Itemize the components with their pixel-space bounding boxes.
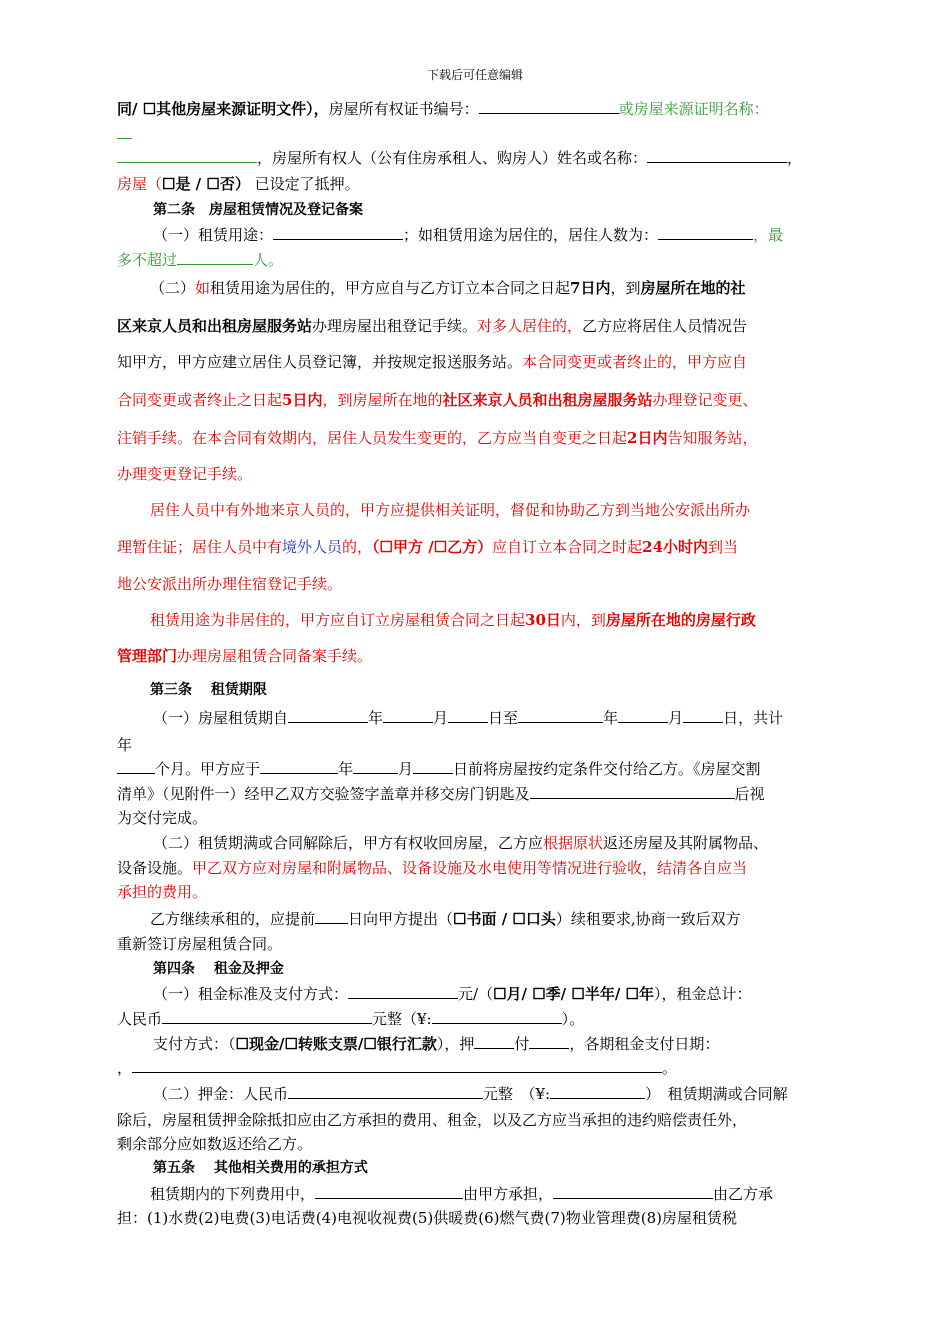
blank (448, 708, 488, 723)
text: 房屋所在地的社 (640, 279, 746, 297)
blank (288, 1084, 483, 1099)
text: 房屋（ (117, 175, 163, 193)
text: 5日内 (282, 391, 323, 409)
text: 年 (338, 760, 354, 778)
text: 理暂住证；居住人员中有 (117, 538, 283, 556)
blank (117, 148, 257, 163)
blank (618, 708, 668, 723)
text: ；如租赁用途为居住的，居住人数为： (403, 226, 659, 244)
text: 管理部门 (117, 647, 178, 665)
article-3-heading: 第三条 租赁期限 (150, 682, 267, 698)
line-30 (153, 984, 752, 1004)
line-12: 办理变更登记手续。 (117, 465, 253, 483)
line-5 (153, 225, 783, 245)
blank (529, 1034, 569, 1049)
blank (162, 1009, 372, 1024)
text: ， (117, 1059, 133, 1077)
text: 乙方继续承租的，应提前 (150, 910, 316, 928)
line-36: 剩余部分应如数返还给乙方。 (117, 1135, 313, 1153)
line-9 (117, 352, 747, 372)
line-7 (150, 278, 746, 298)
text: 30日 (525, 611, 561, 629)
line-16 (150, 610, 756, 630)
text: 房屋所有权证书编号： (328, 100, 479, 118)
line-23: 为交付完成。 (117, 809, 208, 827)
text: ）。 (561, 1010, 585, 1028)
text: 日向甲方提出（ (348, 910, 454, 928)
line-13: 居住人员中有外地来京人员的，甲方应提供相关证明，督促和协助乙方到当地公安派出所办 (150, 501, 751, 519)
text: 办理房屋出租登记手续。 (312, 317, 478, 335)
text: 清单》（见附件一）经甲乙双方交验签字盖章并移交房门钥匙及 (117, 785, 530, 803)
text: 支付方式：（ (153, 1035, 236, 1053)
blank (177, 250, 253, 265)
line-33 (117, 1058, 677, 1078)
blank (550, 1084, 645, 1099)
line-35: 除后，房屋租赁押金除抵扣应由乙方承担的费用、租金，以及乙方应当承担的违约赔偿责任外， (117, 1111, 748, 1129)
text: 到当 (708, 538, 739, 556)
text: 月 (668, 709, 684, 727)
text: 同/ ☐其他房屋来源证明文件）， (117, 100, 329, 118)
text: 社区来京人员和出租房屋服务站 (442, 391, 653, 409)
line-25 (117, 858, 747, 878)
text: ☐书面 / ☐口头 (453, 910, 556, 928)
blank (683, 708, 723, 723)
article-5-heading: 第五条 其他相关费用的承担方式 (153, 1160, 368, 1176)
blank (479, 99, 619, 114)
text: 内，到 (560, 611, 606, 629)
text: （一）租赁用途： (153, 226, 274, 244)
line-26: 承担的费用。 (117, 883, 208, 901)
blank (518, 708, 603, 723)
text: 个月。甲方应于 (155, 760, 261, 778)
text: 元整（¥: (372, 1010, 432, 1028)
line-38 (150, 1184, 773, 1204)
text: 办理登记变更、 (652, 391, 758, 409)
text: （二）租赁期满或合同解除后，甲方有权收回房屋，乙方应 (153, 834, 544, 852)
blank (413, 759, 453, 774)
text: 知甲方，甲方应建立居住人员登记簿，并按规定报送服务站。 (117, 353, 523, 371)
text: ），租金总计： (653, 985, 752, 1003)
blank (658, 225, 753, 240)
text: 日前将房屋按约定条件交付给乙方。《房屋交割 (453, 760, 761, 778)
blank (273, 225, 403, 240)
blank (553, 1184, 713, 1199)
line-14 (117, 537, 738, 557)
text: 后视 (734, 785, 765, 803)
text: 根据原状 (543, 834, 604, 852)
blank (260, 759, 338, 774)
text: 如 (195, 279, 211, 297)
blank (117, 124, 132, 139)
text: ， (787, 149, 803, 167)
text: ☐月/ ☐季/ ☐半年/ ☐年 (493, 985, 654, 1003)
line-1b (117, 124, 132, 144)
blank (288, 708, 368, 723)
text: ），押 (436, 1035, 475, 1053)
text: （二）押金：人民币 (153, 1085, 289, 1103)
text: 注销手续。在本合同有效期内，居住人员发生变更的，乙方应当自变更之日起 (117, 429, 628, 447)
text: 告知服务站， (667, 429, 758, 447)
blank (353, 759, 398, 774)
text: 的， (342, 538, 373, 556)
text: 甲乙双方应对房屋和附属物品、设备设施及水电使用等情况进行验收，结清各自应当 (192, 859, 748, 877)
text: ，各期租金支付日期： (569, 1035, 720, 1053)
text: 7日内 (570, 279, 611, 297)
line-20: 年 (117, 736, 133, 754)
line-31 (117, 1009, 584, 1029)
text: 租赁用途为非居住的，甲方应自订立房屋租赁合同之日起 (150, 611, 526, 629)
text: 日，共计 (723, 709, 784, 727)
text: ，最 (753, 226, 784, 244)
text: 人民币 (117, 1010, 163, 1028)
line-28: 重新签订房屋租赁合同。 (117, 935, 283, 953)
line-22 (117, 784, 765, 804)
text: 人。 (253, 251, 284, 269)
line-34 (153, 1084, 788, 1104)
text: 付 (514, 1035, 530, 1053)
article-4-heading: 第四条 租金及押金 (153, 961, 284, 977)
text: ☐现金/☐转账支票/☐银行汇款 (235, 1035, 437, 1053)
text: 租赁用途为居住的，甲方应自与乙方订立本合同之日起 (210, 279, 571, 297)
text: （二） (150, 279, 196, 297)
text: 24小时内 (642, 538, 709, 556)
blank (474, 1034, 514, 1049)
blank (383, 708, 433, 723)
line-15: 地公安派出所办理住宿登记手续。 (117, 575, 343, 593)
blank (117, 759, 155, 774)
line-21 (117, 759, 761, 779)
text: 合同变更或者终止之日起 (117, 391, 283, 409)
blank (315, 909, 348, 924)
line-19 (153, 708, 783, 728)
text: 。 (662, 1059, 678, 1077)
text: 由乙方承 (713, 1185, 774, 1203)
text: ，到 (610, 279, 641, 297)
text: 设备设施。 (117, 859, 193, 877)
line-24 (153, 833, 768, 853)
text: 已设定了抵押。 (249, 175, 360, 193)
text: 乙方应将居住人员情况告 (582, 317, 748, 335)
blank (315, 1184, 463, 1199)
text: 境外人员 (282, 538, 343, 556)
blank (348, 984, 458, 999)
text: 对多人居住的， (477, 317, 583, 335)
text: 2日内 (627, 429, 668, 447)
text: 日至 (488, 709, 519, 727)
line-1 (117, 99, 769, 119)
text: ，房屋所有权人（公有住房承租人、购房人）姓名或名称： (257, 149, 648, 167)
blank (530, 784, 735, 799)
text: 由甲方承担， (463, 1185, 554, 1203)
article-2-heading: 第二条 房屋租赁情况及登记备案 (153, 202, 363, 218)
blank (647, 148, 787, 163)
line-39: 担：(1)水费(2)电费(3)电话费(4)电视收视费(5)供暖费(6)燃气费(7)物业管理费(8)房屋租赁税 (117, 1209, 737, 1227)
text: 元/（ (458, 985, 494, 1003)
blank (432, 1009, 562, 1024)
line-17 (117, 646, 372, 666)
text: （一）租金标准及支付方式： (153, 985, 349, 1003)
page-header: 下载后可任意编辑 (426, 68, 523, 82)
text: 月 (433, 709, 449, 727)
line-11 (117, 428, 757, 448)
text: 多不超过 (117, 251, 178, 269)
text: ） 租赁期满或合同解 (645, 1085, 788, 1103)
text: 区来京人员和出租房屋服务站 (117, 317, 313, 335)
line-3 (117, 174, 360, 194)
line-6 (117, 250, 283, 270)
text: 年 (368, 709, 384, 727)
blank (132, 1058, 662, 1073)
line-2 (117, 148, 802, 168)
text: 租赁期内的下列费用中， (150, 1185, 316, 1203)
text: 年 (603, 709, 619, 727)
text: 返还房屋及其附属物品、 (603, 834, 769, 852)
text: ，到房屋所在地的 (322, 391, 443, 409)
text: 或房屋来源证明名称： (618, 100, 769, 118)
text: 应自订立本合同之时起 (492, 538, 643, 556)
text: （一）房屋租赁期自 (153, 709, 289, 727)
text: 房屋所在地的房屋行政 (605, 611, 756, 629)
text: 办理房屋租赁合同备案手续。 (177, 647, 373, 665)
text: 月 (398, 760, 414, 778)
text: ☐是 / ☐否） (162, 175, 250, 193)
text: ）续租要求,协商一致后双方 (555, 910, 741, 928)
line-32 (153, 1034, 719, 1054)
text: 本合同变更或者终止的，甲方应自 (522, 353, 748, 371)
line-27 (150, 909, 741, 929)
line-8 (117, 316, 747, 336)
text: （☐甲方 /☐乙方） (372, 538, 493, 556)
text: 元整 （¥: (483, 1085, 551, 1103)
line-10 (117, 390, 758, 410)
